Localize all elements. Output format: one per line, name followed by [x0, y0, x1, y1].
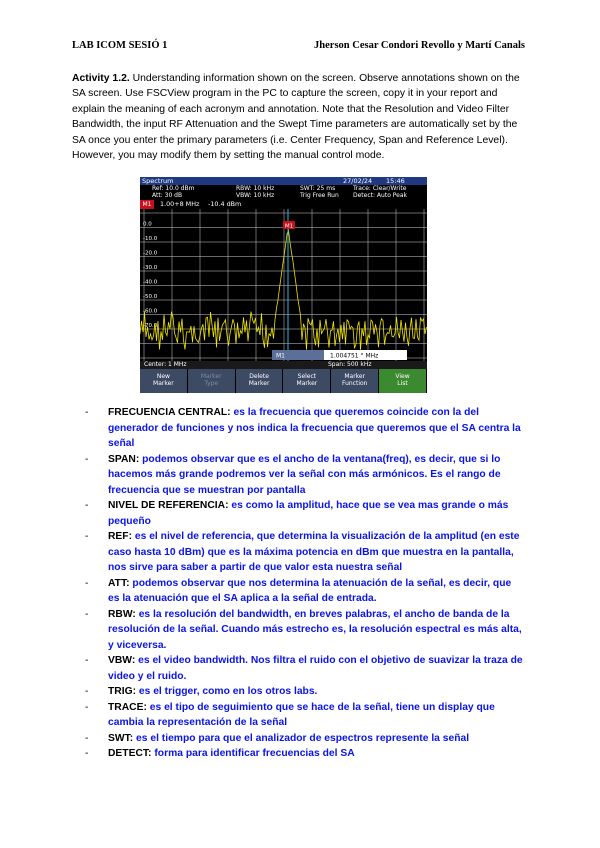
- sa-marker-tag: M1: [140, 200, 154, 209]
- spectrum-analyzer-screenshot: [140, 177, 427, 393]
- definition-item: [85, 731, 525, 747]
- header-left: LAB ICOM SESIÓ 1: [72, 40, 168, 51]
- sa-mode: Spectrum: [142, 177, 174, 185]
- header-right: Jherson Cesar Condori Revollo y Martí Canals: [314, 40, 525, 51]
- sa-att: Att: 30 dB: [152, 192, 183, 199]
- sa-title-bar: [140, 177, 427, 185]
- definition-text: podemos observar que es el ancho de la ventana(freq), es decir, que si lo hacemos más grande podremos ver la señal con más armónicos. Es el rango de frecuencia que se muestran por pantalla: [108, 453, 501, 496]
- definition-text: es el tipo de seguimiento que se hace de la señal, tiene un display que cambia la representación de la señal: [108, 701, 495, 728]
- definition-term: DETECT:: [108, 748, 152, 759]
- definition-term: RBW:: [108, 608, 136, 620]
- sa-trig: Trig Free Run: [300, 192, 339, 199]
- sa-plot-area: [140, 209, 427, 361]
- definition-item: [85, 498, 525, 529]
- definition-term: NIVEL DE REFERENCIA:: [108, 500, 229, 511]
- definition-term: TRACE:: [108, 701, 147, 713]
- definition-item: [85, 607, 525, 654]
- sa-y-label: -60.0: [143, 308, 158, 315]
- definition-item: [85, 700, 525, 731]
- sa-marker-symbol-label: M1: [284, 223, 294, 230]
- definition-text: es como la amplitud, hace que se vea mas grande o más pequeño: [108, 500, 509, 527]
- sa-y-label: -40.0: [143, 279, 158, 286]
- sa-center: Center: 1 MHz: [144, 361, 187, 368]
- sa-span: Span: 500 kHz: [328, 361, 372, 368]
- sa-y-label: -50.0: [143, 294, 158, 300]
- sa-softkey: Select Marker: [283, 369, 331, 393]
- sa-y-labels: [143, 222, 158, 330]
- sa-marker-freq: 1.00+8 MHz: [160, 200, 200, 208]
- definition-item: [85, 452, 525, 499]
- sa-time: 15:46: [386, 177, 405, 185]
- definition-item: [85, 529, 525, 576]
- definition-text: es la resolución del bandwidth, en breves palabras, el ancho de banda de la resolución de la señal. Cuando más estrecho es, la resolución espectral es más alta, y viceversa.: [108, 608, 522, 651]
- definition-text: es el trigger, como en los otros labs.: [136, 686, 318, 697]
- sa-marker-box-value: 1.004751 ° MHz: [330, 352, 379, 360]
- sa-y-label: -30.0: [143, 265, 158, 271]
- sa-spectrum-svg: [140, 209, 427, 361]
- definition-item: [85, 653, 525, 684]
- definition-text: es el nivel de referencia, que determina la visualización de la amplitud (en este caso hasta 10 dBm) que es la máxima potencia en dBm que muestra en la pantalla, nos sirve para saber a partir de que valor esta nuestra señal: [108, 531, 520, 573]
- definition-term: SPAN:: [108, 453, 140, 465]
- sa-marker-box-label: M1: [276, 352, 285, 360]
- definition-term: ATT:: [108, 577, 130, 589]
- sa-swt: SWT: 25 ms: [300, 185, 336, 192]
- sa-settings: [140, 185, 427, 200]
- intro-paragraph: [72, 71, 524, 163]
- definition-text: es el video bandwidth. Nos filtra el ruido con el objetivo de suavizar la traza de video y el ruido.: [108, 655, 523, 682]
- sa-detect: Detect: Auto Peak: [353, 192, 408, 199]
- sa-marker-readout: [140, 200, 427, 209]
- definition-text: forma para identificar frecuencias del SA: [151, 748, 355, 759]
- definition-term: REF:: [108, 531, 133, 542]
- definition-text: es el tiempo para que el analizador de espectros represente la señal: [133, 732, 470, 744]
- sa-softkeys: [140, 369, 427, 393]
- definition-item: [85, 576, 525, 607]
- definition-term: TRIG:: [108, 686, 137, 697]
- definition-item: [85, 684, 525, 700]
- definition-term: VBW:: [108, 655, 136, 666]
- definition-term: SWT:: [108, 732, 134, 744]
- sa-trace: Trace: Clear/Write: [353, 185, 407, 192]
- intro-label: Activity 1.2.: [72, 73, 130, 84]
- definition-item: [85, 746, 525, 762]
- sa-trace-line: [140, 230, 427, 349]
- sa-softkey: View List: [379, 369, 427, 393]
- sa-ref: Ref: 10.0 dBm: [152, 185, 195, 192]
- sa-footer: [140, 361, 427, 369]
- definition-text: podemos observar que nos determina la atenuación de la señal, es decir, que es la atenuación que el SA aplica a la señal de entrada.: [108, 577, 512, 604]
- intro-text: Understanding information shown on the screen. Observe annotations shown on the SA screen. Use FSCView program in the PC to capture the screen, copy it in your report and explain the meaning of each acronym and annotation. Note that the Resolution and Video Filter Bandwidth, the input RF Attenuation and the Swept Time parameters are automatically set by the SA once you enter the primary parameters (i.e. Center Frequency, Span and Reference Level). However, you may modify them by setting the manual control mode.: [72, 73, 520, 162]
- sa-y-label: -10.0: [143, 236, 158, 242]
- sa-y-label: -20.0: [143, 250, 158, 257]
- sa-softkey: New Marker: [140, 369, 188, 393]
- sa-marker-level: -10.4 dBm: [208, 200, 242, 208]
- definition-item: [85, 405, 525, 452]
- definition-term: FRECUENCIA CENTRAL:: [108, 407, 231, 418]
- sa-softkey: Delete Marker: [236, 369, 284, 393]
- sa-vbw: VBW: 10 kHz: [236, 192, 275, 199]
- sa-softkey: Marker Function: [331, 369, 379, 393]
- sa-rbw: RBW: 10 kHz: [236, 185, 275, 192]
- sa-y-label: -70.0: [143, 323, 158, 329]
- sa-softkey: Marker Type: [188, 369, 236, 393]
- sa-date: 27/02/24: [343, 177, 373, 185]
- sa-y-label: 0.0: [143, 221, 152, 228]
- definition-text: es la frecuencia que queremos coincide con la del generador de funciones y nos indica la frecuencia que queremos que el SA centra la señal: [108, 407, 521, 449]
- definitions-list: [85, 405, 525, 762]
